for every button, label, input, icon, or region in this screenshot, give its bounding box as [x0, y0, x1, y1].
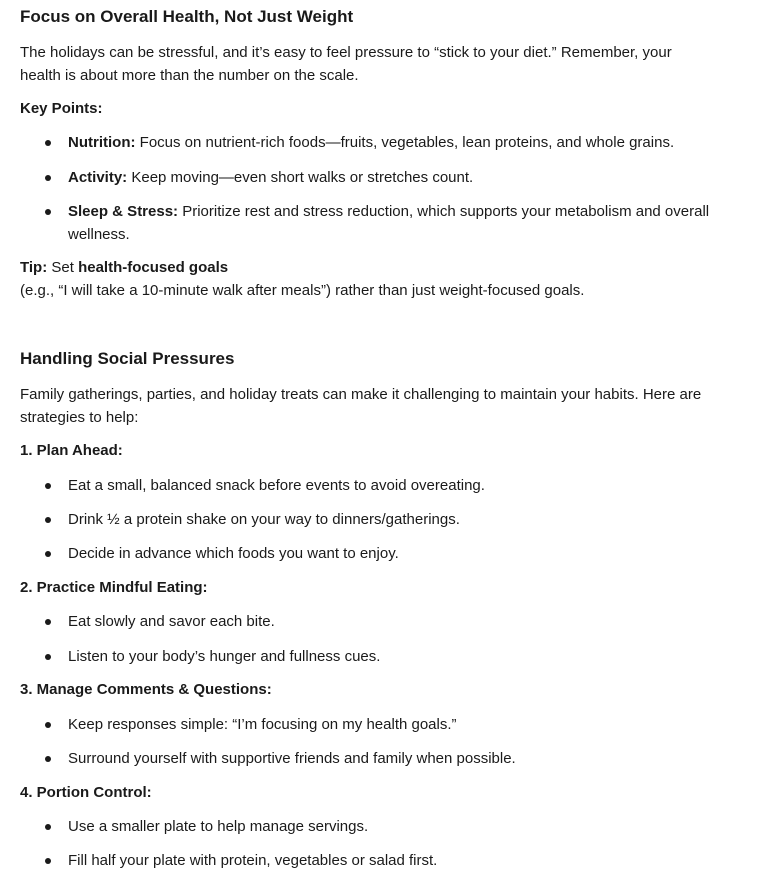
tip-line2: (e.g., “I will take a 10-minute walk after meals”) rather than just weight-focused goals.	[20, 282, 585, 299]
key-point-label: Nutrition:	[68, 134, 136, 151]
key-point-nutrition	[68, 132, 674, 154]
bullet-icon	[45, 619, 51, 625]
strategy-title-portion-control: 4. Portion Control:	[20, 784, 152, 801]
strategy-item: Listen to your body’s hunger and fullness cues.	[68, 648, 381, 665]
key-point-label: Sleep & Stress:	[68, 203, 179, 220]
key-point-text: Prioritize rest and stress reduction, which supports your metabolism and overall	[178, 203, 710, 220]
key-point-text: Focus on nutrient-rich foods—fruits, vegetables, lean proteins, and whole grains.	[135, 134, 675, 151]
strategy-item: Drink ½ a protein shake on your way to dinners/gatherings.	[68, 511, 460, 528]
bullet-icon	[45, 654, 51, 660]
section1-intro-line1: The holidays can be stressful, and it’s easy to feel pressure to “stick to your diet.” Remember, your	[20, 44, 672, 61]
section2-heading: Handling Social Pressures	[20, 349, 235, 368]
tip-bold-text: health-focused goals	[78, 259, 229, 276]
bullet-icon	[45, 209, 51, 215]
strategy-item: Use a smaller plate to help manage servings.	[68, 818, 369, 835]
key-points-label: Key Points:	[20, 100, 103, 117]
section2-intro-line2: strategies to help:	[20, 409, 139, 426]
section1-heading: Focus on Overall Health, Not Just Weight	[20, 7, 354, 26]
tip-label: Tip:	[20, 259, 48, 276]
section1-intro-line2: health is about more than the number on the scale.	[20, 67, 359, 84]
bullet-icon	[45, 140, 51, 146]
strategy-title-mindful-eating: 2. Practice Mindful Eating:	[20, 579, 208, 596]
bullet-icon	[45, 756, 51, 762]
key-point-sleep-stress	[68, 201, 709, 223]
strategy-item: Eat a small, balanced snack before events to avoid overeating.	[68, 477, 485, 494]
key-point-text: Keep moving—even short walks or stretches count.	[127, 169, 474, 186]
key-point-sleep-stress-line2: wellness.	[68, 226, 130, 243]
bullet-icon	[45, 483, 51, 489]
bullet-icon	[45, 551, 51, 557]
bullet-icon	[45, 824, 51, 830]
tip-line1	[20, 257, 228, 279]
strategy-title-manage-comments: 3. Manage Comments & Questions:	[20, 681, 272, 698]
strategy-item: Decide in advance which foods you want to enjoy.	[68, 545, 399, 562]
bullet-icon	[45, 517, 51, 523]
bullet-icon	[45, 175, 51, 181]
key-point-activity	[68, 167, 473, 189]
strategy-item: Keep responses simple: “I’m focusing on my health goals.”	[68, 716, 457, 733]
bullet-icon	[45, 858, 51, 864]
key-point-label: Activity:	[68, 169, 128, 186]
strategy-title-plan-ahead: 1. Plan Ahead:	[20, 442, 123, 459]
tip-text: Set	[47, 259, 79, 276]
bullet-icon	[45, 722, 51, 728]
section2-intro-line1: Family gatherings, parties, and holiday treats can make it challenging to maintain your habits. Here are	[20, 386, 702, 403]
strategy-item: Fill half your plate with protein, vegetables or salad first.	[68, 852, 438, 869]
strategy-item: Surround yourself with supportive friends and family when possible.	[68, 750, 516, 767]
strategy-item: Eat slowly and savor each bite.	[68, 613, 275, 630]
